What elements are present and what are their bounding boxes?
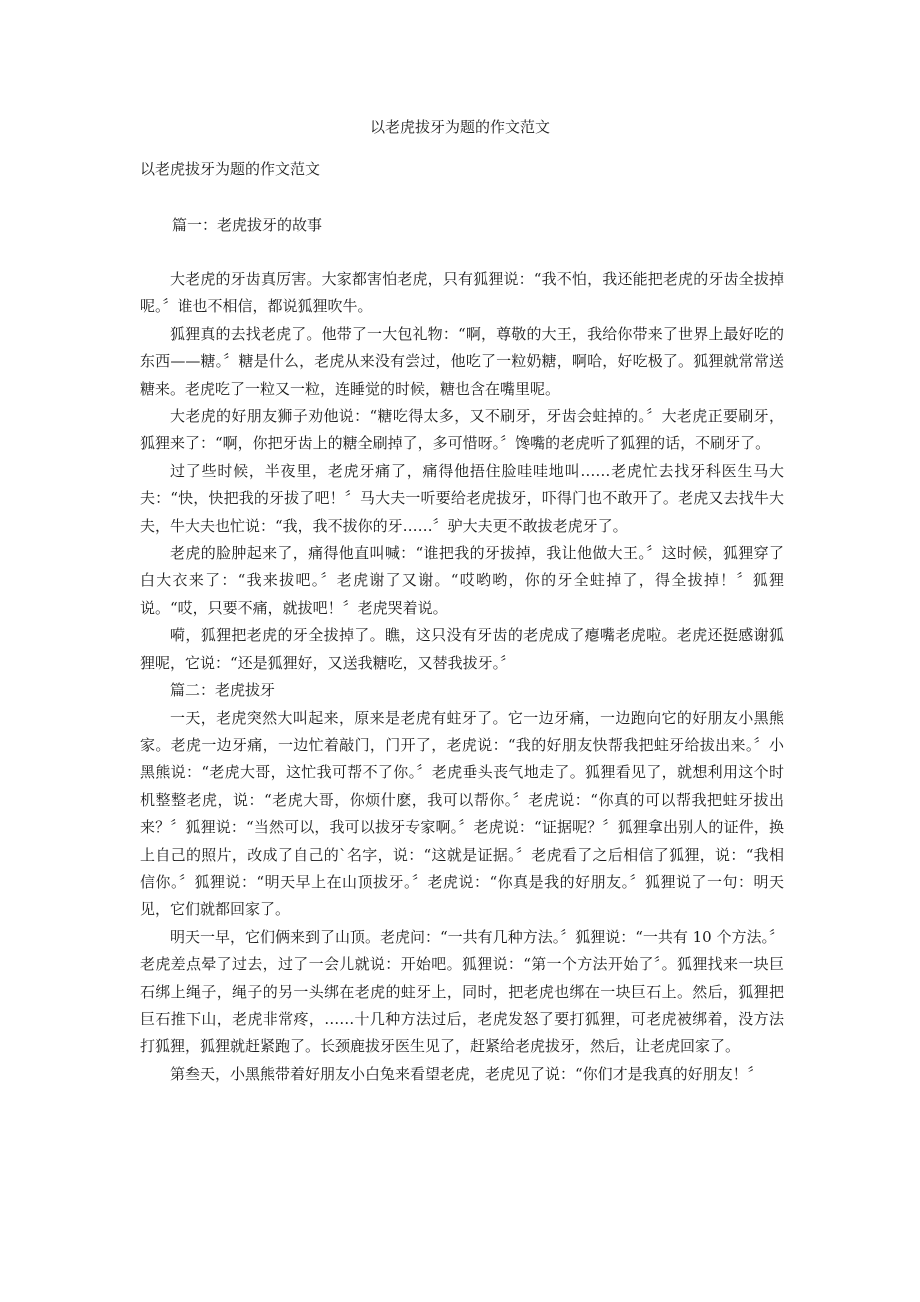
- document-title: 以老虎拔牙为题的作文范文: [369, 118, 550, 136]
- paragraph: 狐狸真的去找老虎了。他带了一大包礼物：“啊，尊敬的大王，我给你带来了世界上最好吃的东西——糖。〞糖是什么，老虎从来没有尝过，他吃了一粒奶糖，啊哈，好吃极了。狐狸就常常送糖来。老虎吃了一粒又一粒，连睡觉的时候，糖也含在嘴里呢。: [140, 324, 784, 398]
- section-heading-1: 篇一：老虎拔牙的故事: [172, 216, 323, 234]
- section-heading-2: 篇二：老虎拔牙: [170, 681, 276, 700]
- paragraph: 大老虎的好朋友狮子劝他说：“糖吃得太多，又不刷牙，牙齿会蛀掉的。〞大老虎正要刷牙，狐狸来了：“啊，你把牙齿上的糖全刷掉了，多可惜呀。〞馋嘴的老虎听了狐狸的话，不刷牙了。: [140, 407, 784, 453]
- paragraph: 老虎的脸肿起来了，痛得他直叫喊：“谁把我的牙拔掉，我让他做大王。〞这时候，狐狸穿了白大衣来了：“我来拔吧。〞老虎谢了又谢。“哎哟哟，你的牙全蛀掉了，得全拔掉！〞狐狸说。“哎，只要不痛，就拔吧！〞老虎哭着说。: [140, 544, 784, 617]
- paragraph: 嗬，狐狸把老虎的牙全拔掉了。瞧，这只没有牙齿的老虎成了瘪嘴老虎啦。老虎还挺感谢狐狸呢，它说：“还是狐狸好，又送我糖吃，又替我拔牙。〞: [140, 626, 784, 672]
- document-body: [140, 266, 784, 1088]
- paragraph: 过了些时候，半夜里，老虎牙痛了，痛得他捂住脸哇哇地叫……老虎忙去找牙科医生马大夫：“快，快把我的牙拔了吧！〞马大夫一听要给老虎拔牙，吓得门也不敢开了。老虎又去找牛大夫，牛大夫也忙说：“我，我不拔你的牙……〞驴大夫更不敢拔老虎牙了。: [140, 461, 784, 535]
- document-subtitle: 以老虎拔牙为题的作文范文: [140, 160, 321, 178]
- paragraph: 一天，老虎突然大叫起来，原来是老虎有蛀牙了。它一边牙痛，一边跑向它的好朋友小黑熊家。老虎一边牙痛，一边忙着敲门，门开了，老虎说：“我的好朋友快帮我把蛀牙给拔出来。〞小黑熊说：“老虎大哥，这忙我可帮不了你。〞老虎垂头丧气地走了。狐狸看见了，就想利用这个时机整整老虎，说：“老虎大哥，你烦什麽，我可以帮你。〞老虎说：“你真的可以帮我把蛀牙拔出来？〞狐狸说：“当然可以，我可以拔牙专家啊。〞老虎说：“证据呢？〞狐狸拿出别人的证件，换上自己的照片，改成了自己的`名字，说：“这就是证据。〞老虎看了之后相信了狐狸，说：“我相信你。〞狐狸说：“明天早上在山顶拔牙。〞老虎说：“你真是我的好朋友。〞狐狸说了一句：明天见，它们就都回家了。: [140, 708, 784, 919]
- paragraph: 大老虎的牙齿真厉害。大家都害怕老虎，只有狐狸说：“我不怕，我还能把老虎的牙齿全拔掉呢。〞谁也不相信，都说狐狸吹牛。: [140, 270, 784, 316]
- paragraph: 明天一早，它们俩来到了山顶。老虎问：“一共有几种方法。〞狐狸说：“一共有 10 个方法。〞老虎差点晕了过去，过了一会儿就说：开始吧。狐狸说：“第一个方法开始了〞。狐狸找来一块巨石绑上绳子，绳子的另一头绑在老虎的蛀牙上，同时，把老虎也绑在一块巨石上。然后，狐狸把巨石推下山，老虎非常疼，……十几种方法过后，老虎发怒了要打狐狸，可老虎被绑着，没方法打狐狸，狐狸就赶紧跑了。长颈鹿拔牙医生见了，赶紧给老虎拔牙，然后，让老虎回家了。: [140, 927, 784, 1056]
- paragraph: 第叁天，小黑熊带着好朋友小白兔来看望老虎，老虎见了说：“你们才是我真的好朋友！〞: [170, 1064, 763, 1083]
